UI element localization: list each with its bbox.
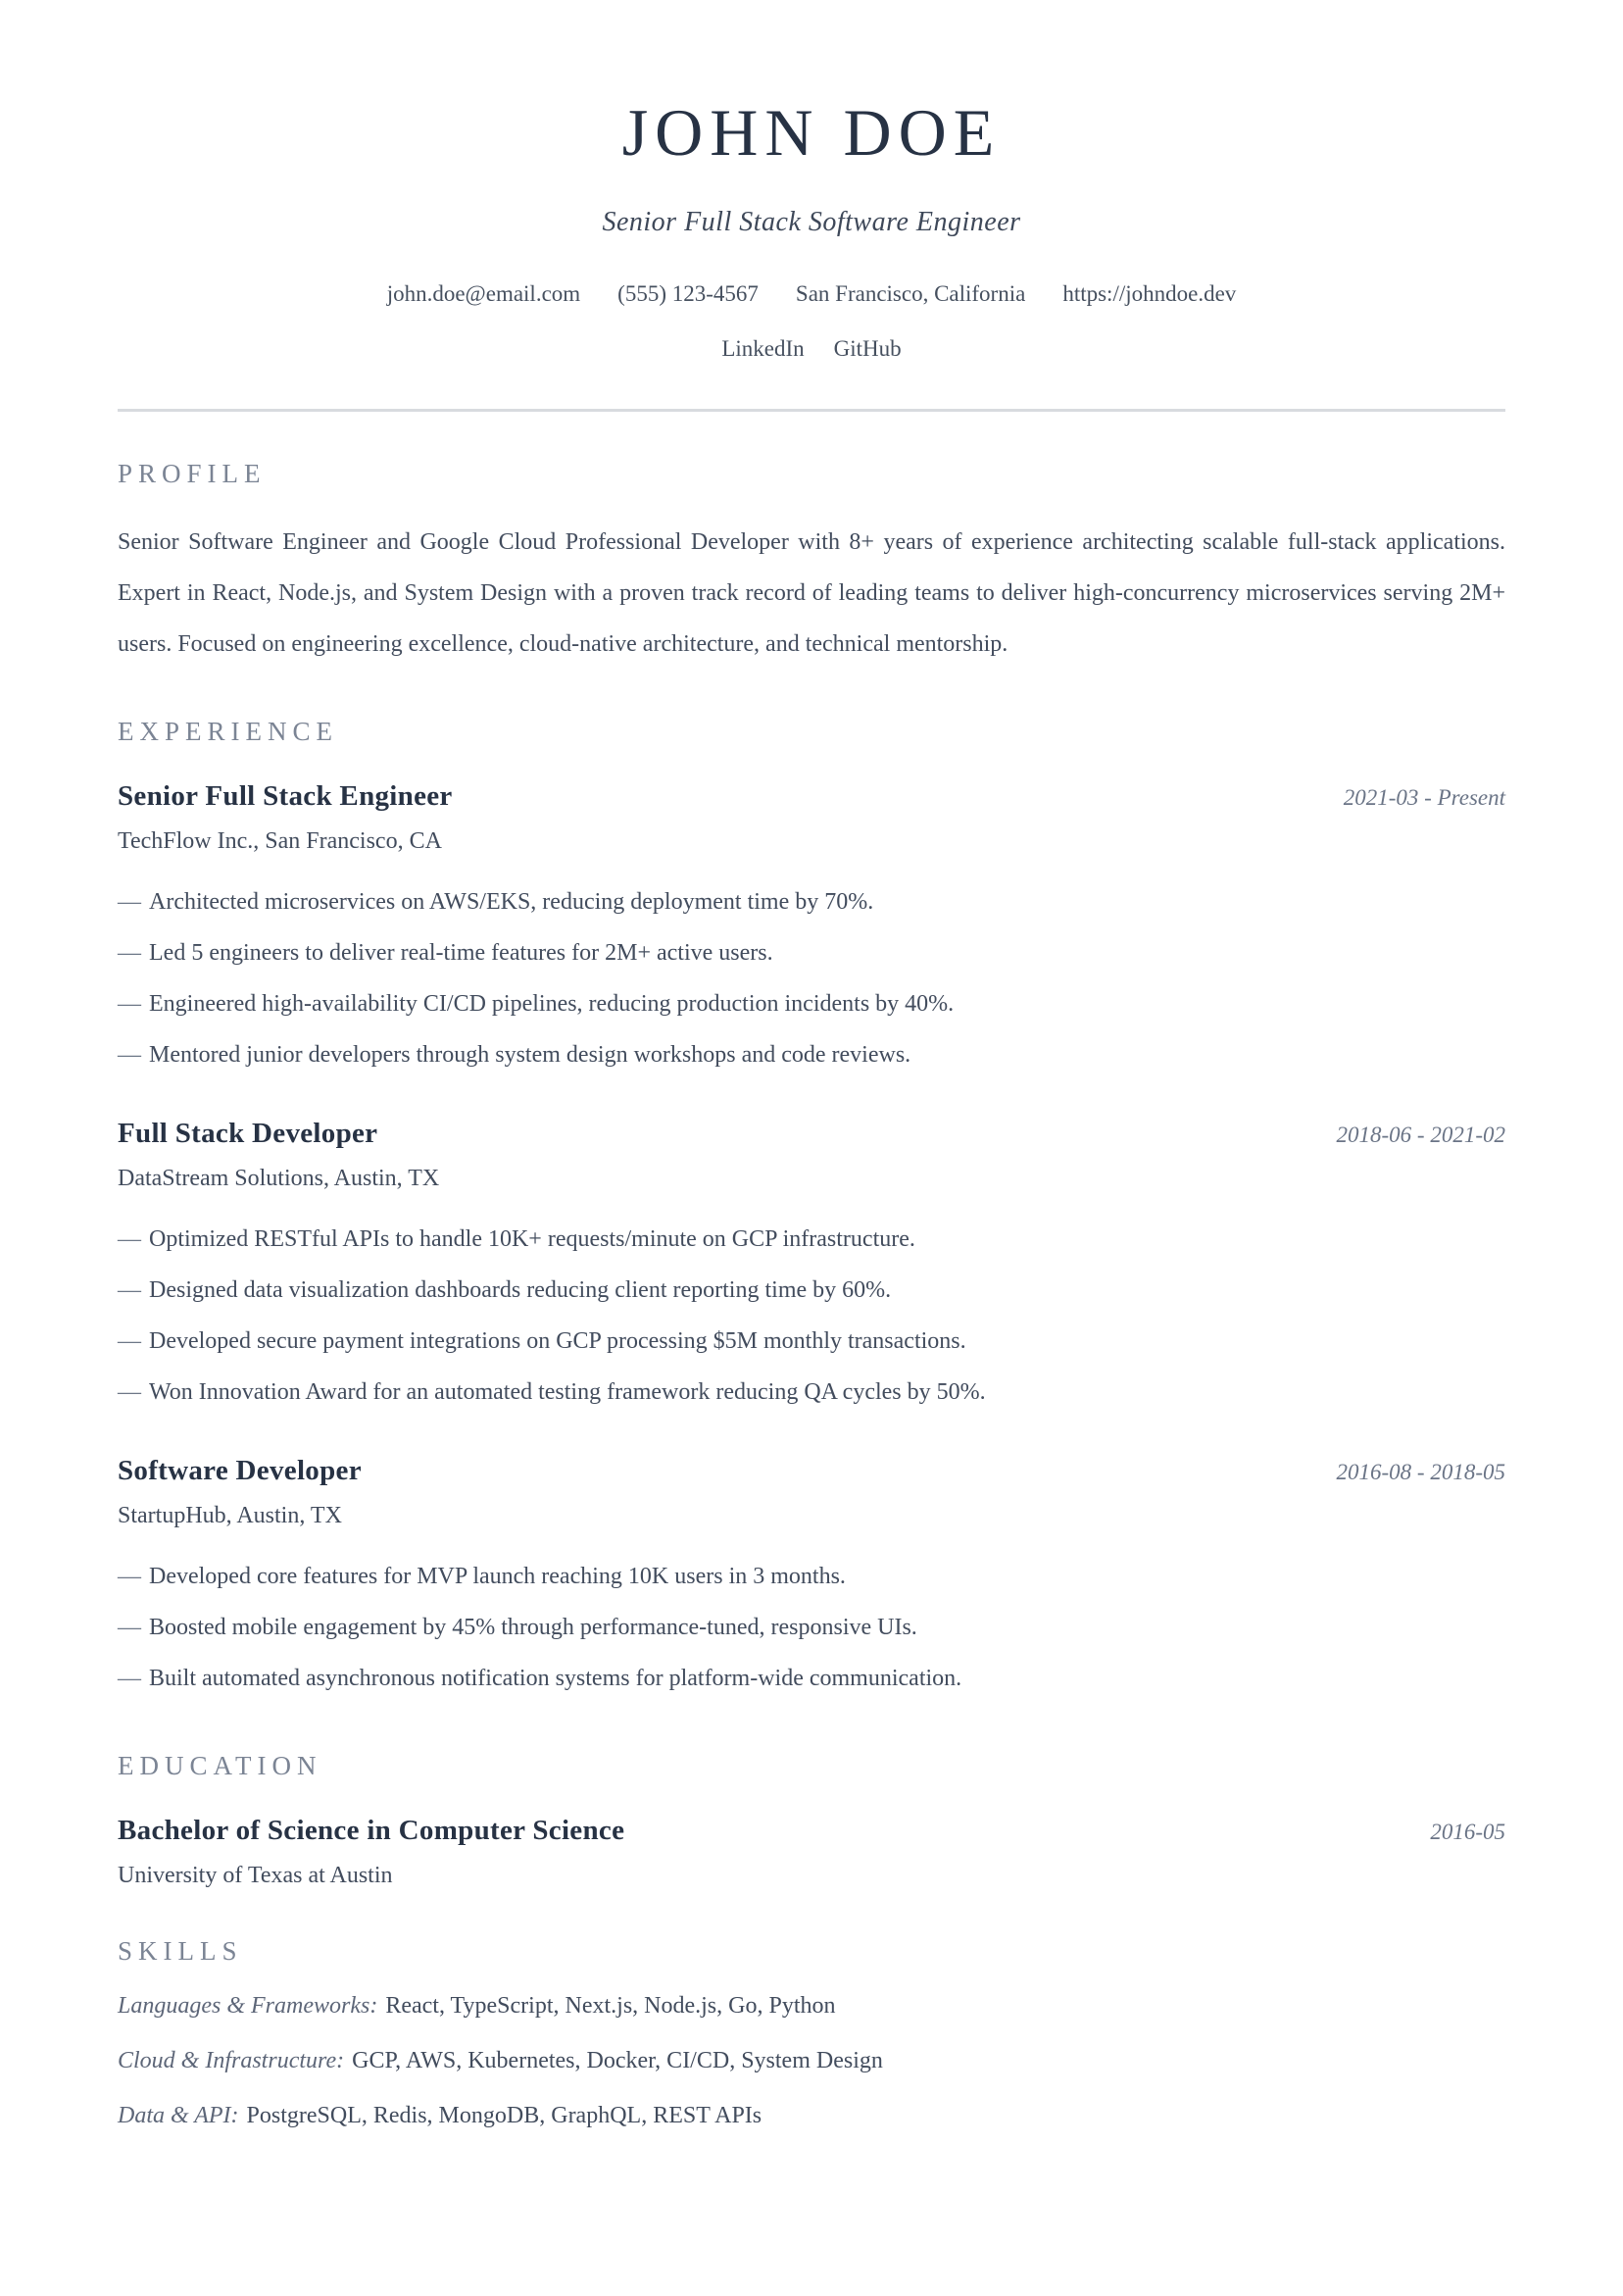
job-title: Software Developer xyxy=(118,1454,362,1486)
section-education xyxy=(118,1751,1505,1889)
education-entry xyxy=(118,1815,1505,1889)
skills-heading: SKILLS xyxy=(118,1935,243,1966)
job-company: StartupHub, Austin, TX xyxy=(118,1502,342,1528)
job-bullet: — Developed secure payment integrations on GCP processing $5M monthly transactions. xyxy=(118,1316,1505,1367)
degree-title: Bachelor of Science in Computer Science xyxy=(118,1814,625,1846)
contact-email[interactable]: john.doe@email.com xyxy=(386,280,581,306)
contact-location: San Francisco, California xyxy=(795,280,1026,306)
skill-row xyxy=(118,2045,1505,2076)
job-bullet: — Mentored junior developers through system design workshops and code reviews. xyxy=(118,1029,1505,1080)
job-entry xyxy=(118,780,1505,1080)
person-name: JOHN DOE xyxy=(621,95,1002,170)
skill-values: PostgreSQL, Redis, MongoDB, GraphQL, REST APIs xyxy=(246,2102,762,2128)
job-bullet: — Architected microservices on AWS/EKS, reducing deployment time by 70%. xyxy=(118,876,1505,927)
contact-row xyxy=(118,281,1505,307)
skill-category-label: Cloud & Infrastructure: xyxy=(118,2047,345,2073)
degree-dates: 2016-05 xyxy=(1430,1819,1505,1844)
job-bullet: — Engineered high-availability CI/CD pipelines, reducing production incidents by 40%. xyxy=(118,978,1505,1029)
education-heading: EDUCATION xyxy=(118,1750,322,1780)
section-profile xyxy=(118,459,1505,670)
skill-category-label: Languages & Frameworks: xyxy=(118,1992,378,2019)
job-dates: 2018-06 - 2021-02 xyxy=(1336,1122,1505,1147)
job-header xyxy=(118,780,1505,813)
job-bullet-list xyxy=(118,1214,1505,1418)
github-link[interactable]: GitHub xyxy=(833,335,902,361)
linkedin-link[interactable]: LinkedIn xyxy=(721,335,805,361)
job-dates: 2021-03 - Present xyxy=(1343,784,1505,810)
job-bullet: — Designed data visualization dashboards reducing client reporting time by 60%. xyxy=(118,1265,1505,1316)
job-bullet: — Boosted mobile engagement by 45% through performance-tuned, responsive UIs. xyxy=(118,1602,1505,1653)
skill-category-label: Data & API: xyxy=(118,2102,239,2128)
job-entry xyxy=(118,1455,1505,1704)
job-title: Senior Full Stack Engineer xyxy=(118,779,453,812)
skill-row xyxy=(118,1990,1505,2021)
job-dates: 2016-08 - 2018-05 xyxy=(1336,1459,1505,1484)
experience-heading: EXPERIENCE xyxy=(118,716,338,746)
job-bullet: — Won Innovation Award for an automated testing framework reducing QA cycles by 50%. xyxy=(118,1367,1505,1418)
skill-values: GCP, AWS, Kubernetes, Docker, CI/CD, System Design xyxy=(352,2047,883,2073)
skill-values: React, TypeScript, Next.js, Node.js, Go, Python xyxy=(385,1992,836,2019)
section-skills xyxy=(118,1936,1505,2131)
job-title: Full Stack Developer xyxy=(118,1117,378,1149)
job-header xyxy=(118,1455,1505,1487)
skills-list xyxy=(118,1990,1505,2131)
resume-header xyxy=(118,96,1505,362)
job-entry xyxy=(118,1118,1505,1418)
job-company: DataStream Solutions, Austin, TX xyxy=(118,1165,440,1191)
job-bullet: — Led 5 engineers to deliver real-time features for 2M+ active users. xyxy=(118,927,1505,978)
job-bullet: — Built automated asynchronous notification systems for platform-wide communication. xyxy=(118,1653,1505,1704)
person-title: Senior Full Stack Software Engineer xyxy=(602,206,1021,237)
section-experience xyxy=(118,717,1505,1704)
job-bullet-list xyxy=(118,1551,1505,1704)
profile-heading: PROFILE xyxy=(118,458,267,488)
skill-row xyxy=(118,2100,1505,2131)
job-bullet-list xyxy=(118,876,1505,1080)
social-links-row xyxy=(118,336,1505,362)
job-header xyxy=(118,1118,1505,1150)
header-divider xyxy=(118,409,1505,412)
contact-phone: (555) 123-4567 xyxy=(617,280,759,306)
education-header xyxy=(118,1815,1505,1847)
job-bullet: — Developed core features for MVP launch reaching 10K users in 3 months. xyxy=(118,1551,1505,1602)
contact-website-link[interactable]: https://johndoe.dev xyxy=(1062,280,1237,306)
job-bullet: — Optimized RESTful APIs to handle 10K+ requests/minute on GCP infrastructure. xyxy=(118,1214,1505,1265)
profile-text: Senior Software Engineer and Google Cloud Professional Developer with 8+ years of experience architecting scalable full-stack applications. Expert in React, Node.js, and System Design with a proven track record of leading teams to deliver high-concurrency microservices serving 2M+ users. Focused on engineering excellence, cloud-native architecture, and technical mentorship. xyxy=(118,528,1505,657)
school-name: University of Texas at Austin xyxy=(118,1862,393,1888)
job-company: TechFlow Inc., San Francisco, CA xyxy=(118,827,442,854)
